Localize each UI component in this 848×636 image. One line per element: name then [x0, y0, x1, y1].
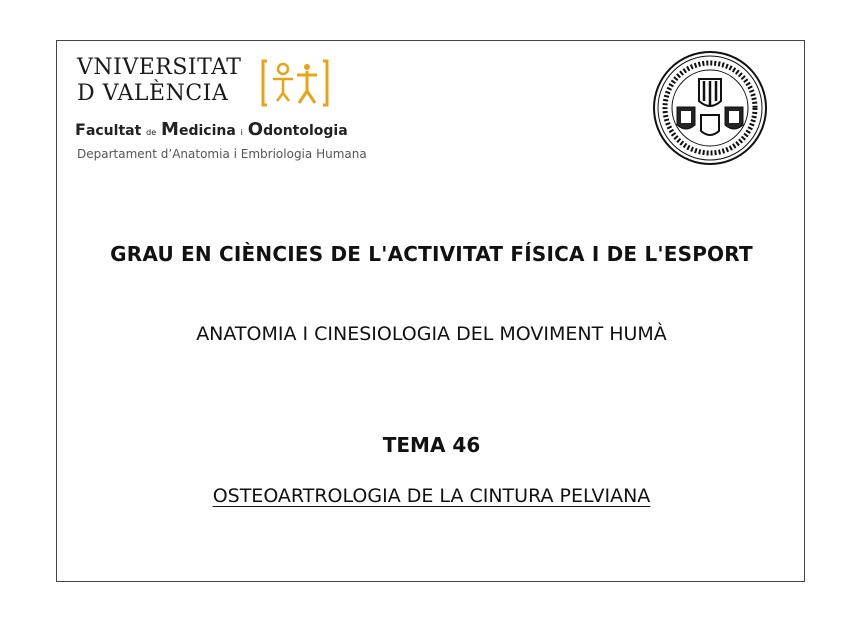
faculty-name: Facultat de Medicina i Odontologia [75, 119, 348, 140]
university-name-line2: D VALÈNCIA [77, 81, 229, 106]
topic-title-text: OSTEOARTROLOGIA DE LA CINTURA PELVIANA [212, 485, 651, 507]
university-figure-icon [261, 59, 329, 107]
department-name: Departament d’Anatomia i Embriologia Humana [77, 147, 367, 161]
degree-title: GRAU EN CIÈNCIES DE L'ACTIVITAT FÍSICA I DE L'ESPORT [110, 242, 753, 266]
topic-number: TEMA 46 [382, 433, 481, 457]
slide [56, 40, 805, 582]
topic-title [57, 485, 806, 507]
faculty-seal-icon [651, 49, 769, 167]
university-name-line1: VNIVERSITAT [77, 55, 242, 80]
subject-title: ANATOMIA I CINESIOLOGIA DEL MOVIMENT HUMÀ [196, 323, 667, 345]
